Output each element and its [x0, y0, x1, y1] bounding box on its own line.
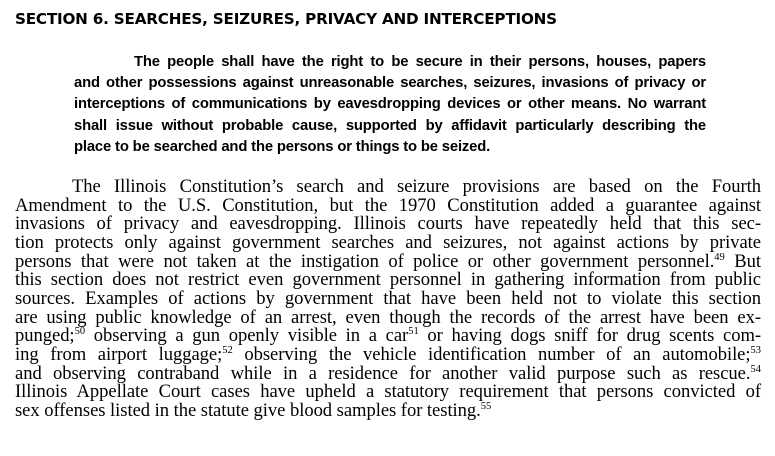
footnote-ref-55: 55	[480, 400, 492, 412]
footnote-ref-53: 53	[750, 344, 762, 356]
quote-line: place to be searched and the persons or things to be seized.	[74, 138, 491, 155]
section-heading: SECTION 6. SEARCHES, SEIZURES, PRIVACY AND INTERCEPTIONS	[15, 10, 557, 28]
commentary-line: punged;$^{50}$ observing a gun openly visible in a car$^{51}$ or having dogs sniff for drug scents com-	[15, 325, 762, 347]
commentary-line: The Illinois Constitution’s search and seizure provisions are based on the Fourth	[72, 176, 761, 197]
commentary-line: ing from airport luggage;$^{52}$ observing the vehicle identification number of an automobile;$^{53}$	[15, 343, 762, 365]
footnote-ref-49: 49	[714, 251, 725, 263]
commentary-line: sources. Examples of actions by government that have been held not to violate this section	[15, 287, 761, 309]
quote-line: The people shall have the right to be secure in their persons, houses, papers	[134, 54, 706, 70]
commentary-line: Illinois Appellate Court cases have upheld a statutory requirement that persons convicted of	[15, 381, 761, 403]
commentary-line: and observing contraband while in a residence for another valid purpose such as rescue.$^{54}$	[15, 362, 761, 384]
commentary-line: Amendment to the U.S. Constitution, but the 1970 Constitution added a guarantee against	[15, 194, 761, 216]
footnote-ref-51: 51	[408, 326, 419, 338]
commentary-line: sex offenses listed in the statute give blood samples for testing.$^{55}$	[15, 399, 492, 421]
commentary-paragraph	[15, 178, 761, 421]
footnote-ref-50: 50	[74, 326, 86, 338]
quote-line: shall issue without probable cause, supported by affidavit particularly describing the	[74, 117, 706, 134]
commentary-line: this section does not restrict even government personnel in gathering information from public	[15, 269, 761, 291]
constitution-text-block	[74, 52, 706, 158]
footnote-ref-54: 54	[750, 363, 761, 375]
commentary-line: persons that were not taken at the instigation of police or other government personnel.$^{49}$ But	[15, 250, 761, 272]
quote-line: interceptions of communications by eavesdropping devices or other means. No warrant	[74, 96, 706, 113]
commentary-line: are using public knowledge of an arrest, even though the records of the arrest have been ex-	[15, 306, 761, 328]
footnote-ref-52: 52	[222, 344, 233, 356]
quote-line: and other possessions against unreasonable searches, seizures, invasions of privacy or	[74, 75, 706, 92]
commentary-line: invasions of privacy and eavesdropping. Illinois courts have repeatedly held that this sec-	[15, 213, 761, 235]
commentary-line: tion protects only against government searches and seizures, not against actions by private	[15, 231, 761, 253]
